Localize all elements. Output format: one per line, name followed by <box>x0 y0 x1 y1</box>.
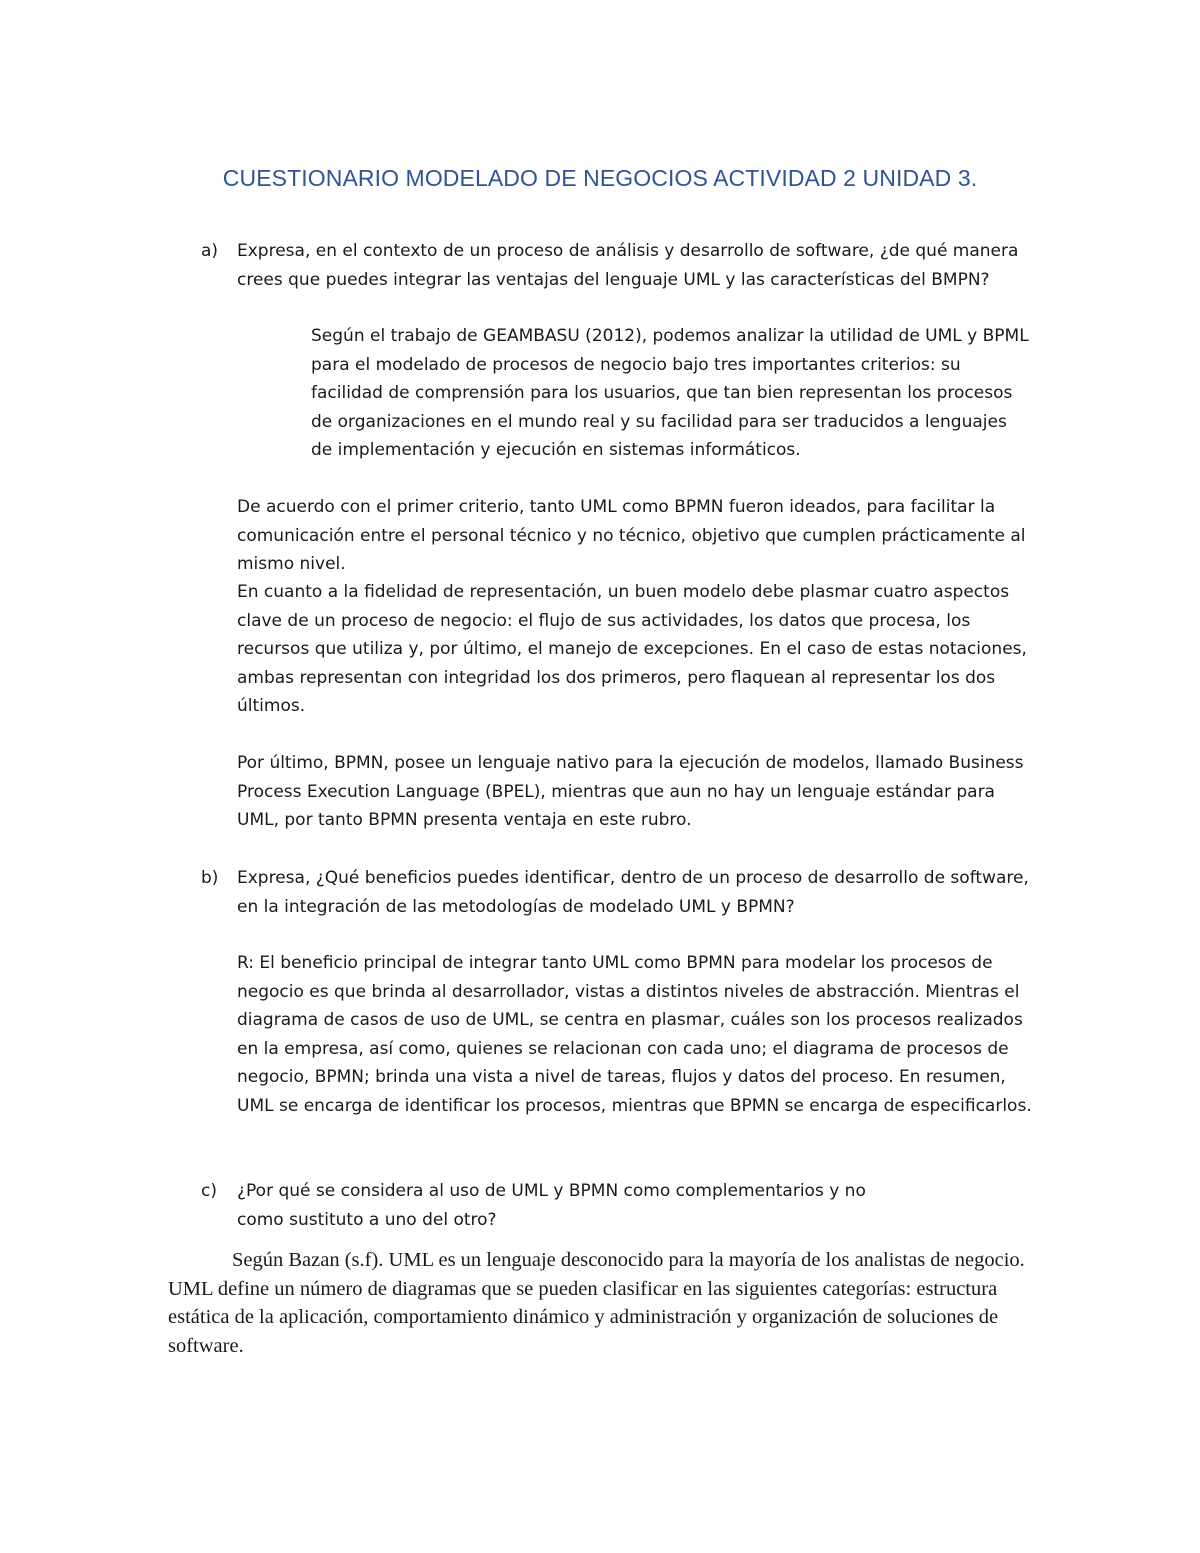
question-a-marker: a) <box>201 241 219 261</box>
answer-a-paragraph-3: Por último, BPMN, posee un lenguaje nativo para la ejecución de modelos, llamado Business Process Execution Language (BPEL), mientras que aun no hay un lenguaje estándar para UML, por tanto BPMN presenta ventaja en este rubro. <box>237 753 1024 830</box>
question-c-line-2: como sustituto a uno del otro? <box>237 1209 497 1230</box>
question-b-marker: b) <box>201 868 219 888</box>
answer-c: Según Bazan (s.f). UML es un lenguaje desconocido para la mayoría de los analistas de negocio. UML define un número de diagramas que se pueden clasificar en las siguientes categorías: estructura estática de la aplicación, comportamiento dinámico y administración y organización de soluciones de software. <box>168 1249 1025 1357</box>
answer-a-paragraph-1: De acuerdo con el primer criterio, tanto UML como BPMN fueron ideados, para facilitar la comunicación entre el personal técnico y no técnico, objetivo que cumplen prácticamente al mismo nivel. <box>237 497 1026 574</box>
question-c-marker: c) <box>201 1181 217 1201</box>
question-c-text <box>237 1177 1037 1234</box>
question-a-text: Expresa, en el contexto de un proceso de análisis y desarrollo de software, ¿de qué manera crees que puedes integrar las ventajas del lenguaje UML y las características del BMPN? <box>237 241 1019 290</box>
question-c-line-1: ¿Por qué se considera al uso de UML y BPMN como complementarios y no <box>237 1181 866 1201</box>
answer-a-quote: Según el trabajo de GEAMBASU (2012), podemos analizar la utilidad de UML y BPML para el modelado de procesos de negocio bajo tres importantes criterios: su facilidad de comprensión para los usuarios, que tan bien representan los procesos de organizaciones en el mundo real y su facilidad para ser traducidos a lenguajes de implementación y ejecución en sistemas informáticos. <box>311 326 1029 460</box>
answer-a-paragraph-2: En cuanto a la fidelidad de representación, un buen modelo debe plasmar cuatro aspectos clave de un proceso de negocio: el flujo de sus actividades, los datos que procesa, los recursos que utiliza y, por último, el manejo de excepciones. En el caso de estas notaciones, ambas representan con integridad los dos primeros, pero flaquean al representar los dos últimos. <box>237 582 1027 716</box>
question-b-text: Expresa, ¿Qué beneficios puedes identificar, dentro de un proceso de desarrollo de software, en la integración de las metodologías de modelado UML y BPMN? <box>237 868 1029 917</box>
document-title: CUESTIONARIO MODELADO DE NEGOCIOS ACTIVIDAD 2 UNIDAD 3. <box>222 165 978 191</box>
answer-b: R: El beneficio principal de integrar tanto UML como BPMN para modelar los procesos de negocio es que brinda al desarrollador, vistas a distintos niveles de abstracción. Mientras el diagrama de casos de uso de UML, se centra en plasmar, cuáles son los procesos realizados en la empresa, así como, quienes se relacionan con cada uno; el diagrama de procesos de negocio, BPMN; brinda una vista a nivel de tareas, flujos y datos del proceso. En resumen, UML se encarga de identificar los procesos, mientras que BPMN se encarga de especificarlos. <box>237 953 1032 1116</box>
